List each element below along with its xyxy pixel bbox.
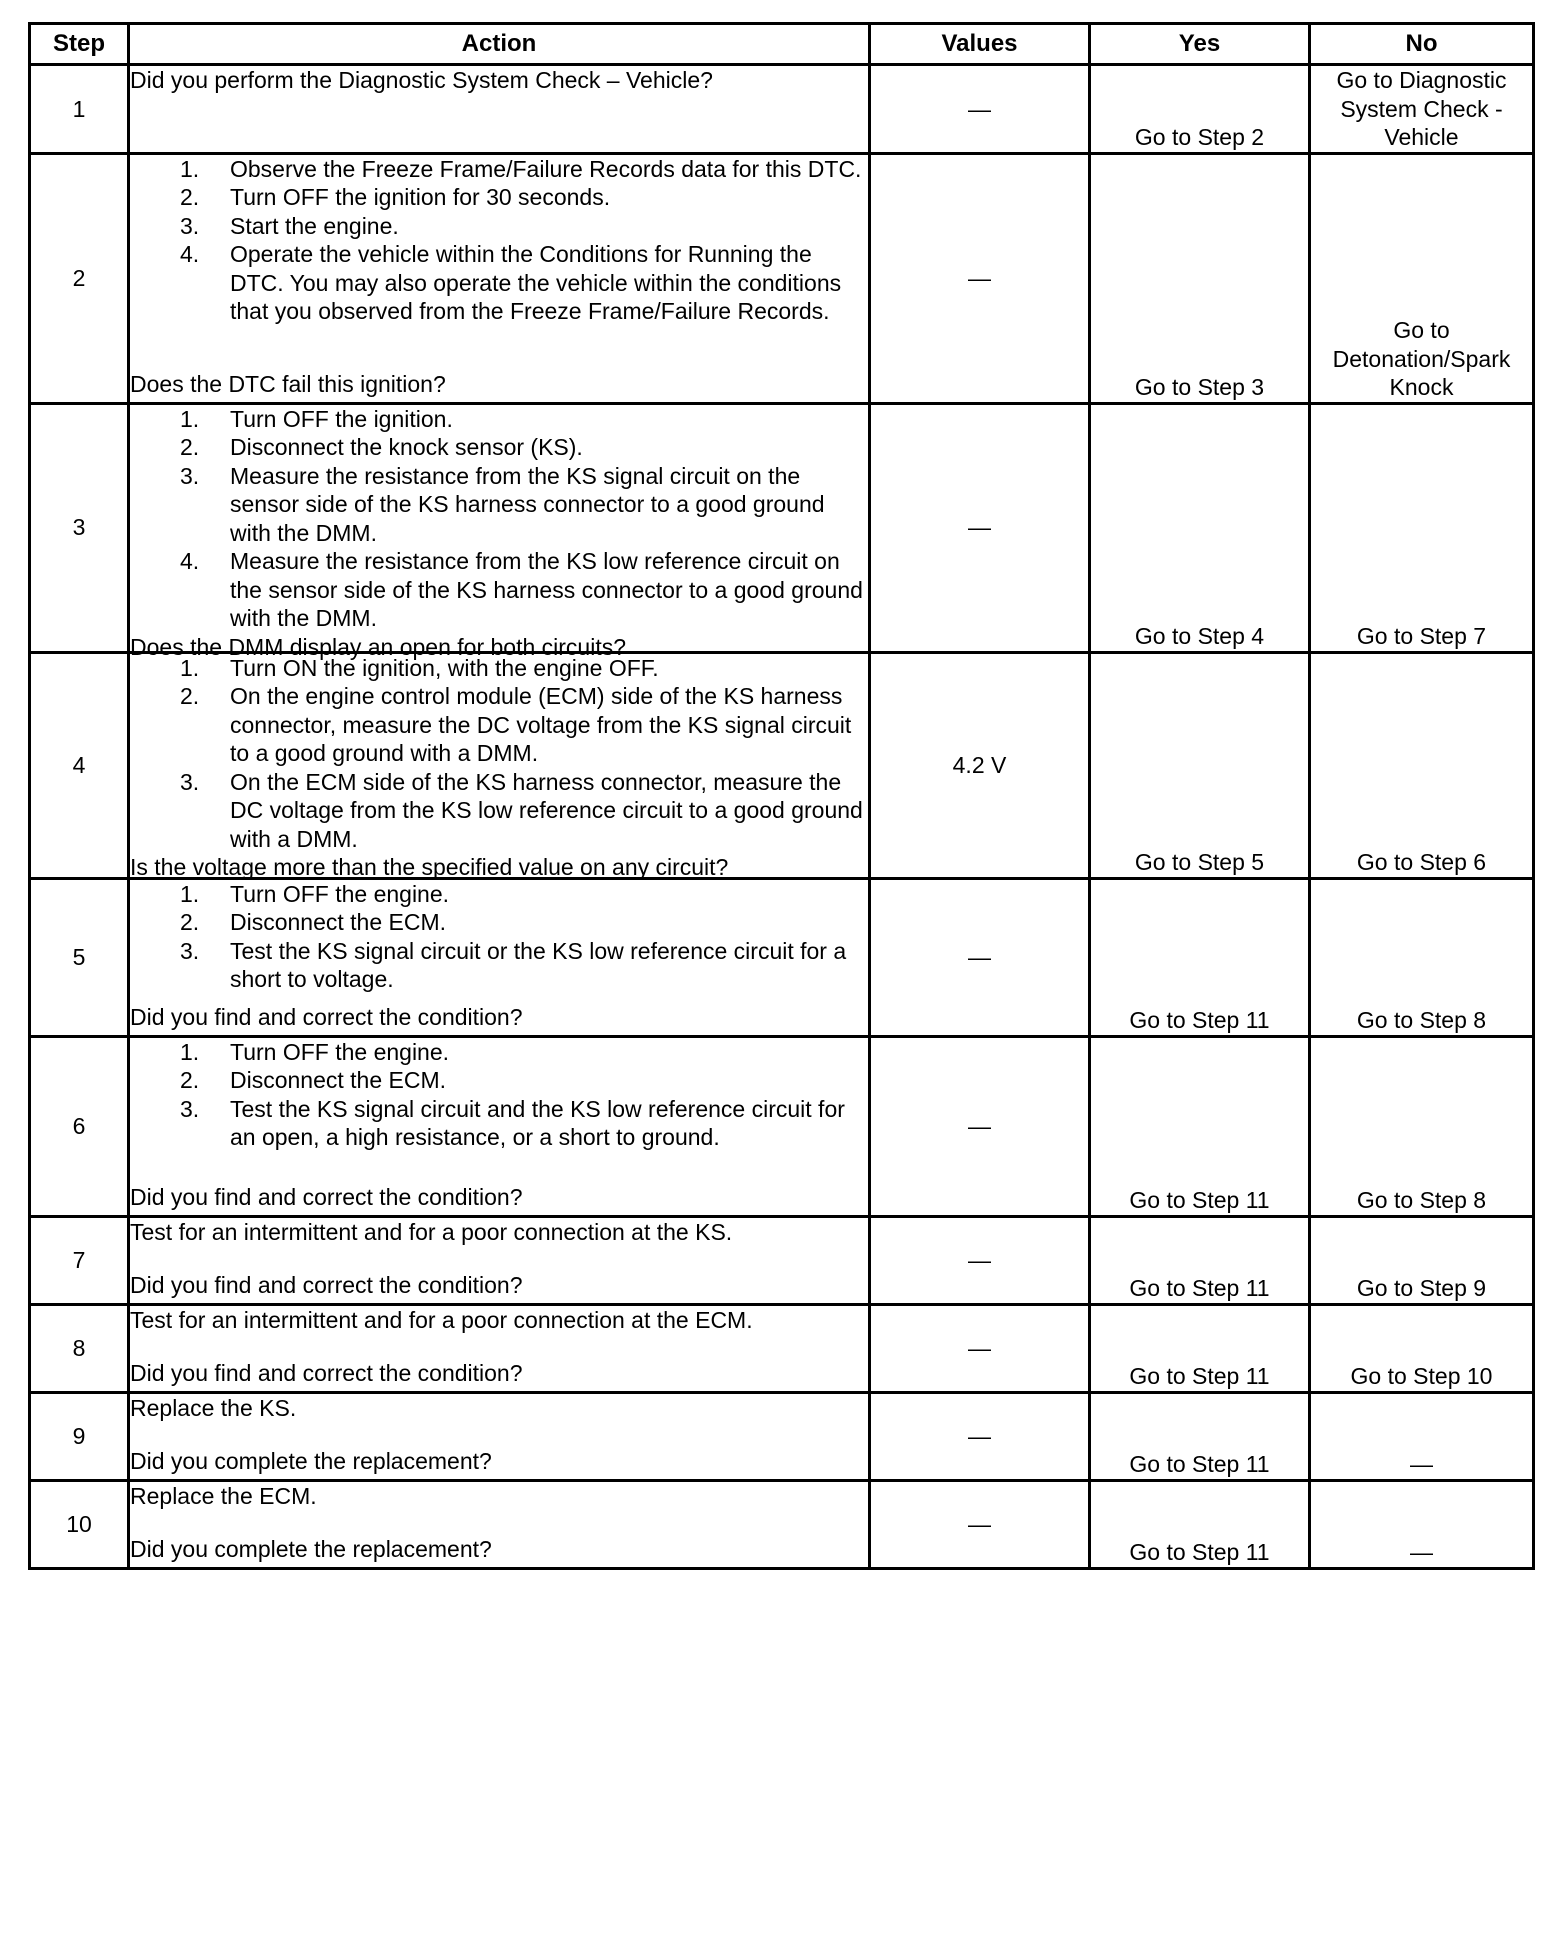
action-cell — [129, 1304, 870, 1392]
action-content — [130, 1306, 868, 1388]
table-row — [30, 65, 1534, 154]
table-row — [30, 1304, 1534, 1392]
value-cell: — — [870, 403, 1090, 652]
action-content — [130, 1394, 868, 1476]
action-question: Did you find and correct the condition? — [130, 1272, 523, 1298]
instruction-text: Observe the Freeze Frame/Failure Records data for this DTC. — [230, 155, 862, 182]
action-instructions — [130, 1306, 868, 1335]
instruction-text: Turn OFF the engine. — [230, 880, 450, 907]
no-cell: Go to Step 9 — [1310, 1216, 1534, 1304]
no-cell: — — [1310, 1480, 1534, 1568]
yes-cell: Go to Step 2 — [1090, 65, 1310, 154]
instruction-item — [180, 682, 868, 768]
instruction-item — [180, 433, 868, 462]
value-cell: — — [870, 153, 1090, 403]
instruction-text: Test the KS signal circuit and the KS low reference circuit for an open, a high resistance, or a short to ground. — [230, 1095, 845, 1150]
table-row — [30, 652, 1534, 878]
instruction-number: 3. — [180, 937, 200, 964]
yes-cell: Go to Step 3 — [1090, 153, 1310, 403]
action-instructions — [130, 155, 868, 326]
action-instructions — [130, 1038, 868, 1152]
yes-cell: Go to Step 4 — [1090, 403, 1310, 652]
instruction-text: Disconnect the ECM. — [230, 909, 447, 935]
header-values: Values — [870, 24, 1090, 65]
header-yes: Yes — [1090, 24, 1310, 65]
step-number: 8 — [30, 1304, 129, 1392]
instruction-item — [180, 212, 868, 241]
action-cell — [129, 1216, 870, 1304]
value-cell: — — [870, 1392, 1090, 1480]
instruction-item — [180, 462, 868, 548]
instruction-number: 1. — [180, 155, 200, 182]
action-question: Does the DMM display an open for both circuits? — [130, 633, 627, 660]
action-content — [130, 1218, 868, 1300]
yes-cell: Go to Step 11 — [1090, 1216, 1310, 1304]
instruction-text: Operate the vehicle within the Conditions for Running the DTC. You may also operate the vehicle within the conditions that you observed from the Freeze Frame/Failure Records. — [230, 241, 842, 324]
value-cell: — — [870, 1036, 1090, 1216]
instruction-list — [130, 654, 868, 854]
action-question: Is the voltage more than the specified value on any circuit? — [130, 854, 729, 880]
action-intro: Replace the KS. — [130, 1394, 297, 1421]
instruction-text: Measure the resistance from the KS low reference circuit on the sensor side of the KS harness connector to a good ground with the DMM. — [230, 548, 863, 631]
instruction-text: Disconnect the knock sensor (KS). — [230, 434, 583, 460]
action-intro: Test for an intermittent and for a poor connection at the KS. — [130, 1218, 733, 1245]
no-cell: Go to Step 6 — [1310, 652, 1534, 878]
step-number: 4 — [30, 652, 129, 878]
yes-cell: Go to Step 11 — [1090, 878, 1310, 1036]
header-step: Step — [30, 24, 129, 65]
action-instructions — [130, 66, 868, 95]
instruction-item — [180, 240, 868, 326]
action-question: Did you complete the replacement? — [130, 1448, 492, 1474]
yes-cell: Go to Step 11 — [1090, 1392, 1310, 1480]
instruction-number: 2. — [180, 184, 200, 210]
yes-cell: Go to Step 11 — [1090, 1304, 1310, 1392]
instruction-number: 4. — [180, 548, 200, 574]
value-cell: — — [870, 65, 1090, 154]
action-cell — [129, 1480, 870, 1568]
header-no: No — [1310, 24, 1534, 65]
instruction-number: 3. — [180, 462, 200, 489]
instruction-number: 3. — [180, 212, 200, 239]
instruction-item — [180, 405, 868, 434]
value-cell: — — [870, 1304, 1090, 1392]
no-cell: Go to Detonation/Spark Knock — [1310, 153, 1534, 403]
table-row — [30, 1216, 1534, 1304]
value-cell: — — [870, 878, 1090, 1036]
instruction-item — [180, 1038, 868, 1067]
no-cell: Go to Step 7 — [1310, 403, 1534, 652]
step-number: 5 — [30, 878, 129, 1036]
step-number: 10 — [30, 1480, 129, 1568]
action-content — [130, 1482, 868, 1564]
diagnostic-table — [28, 22, 1535, 1570]
action-instructions — [130, 1218, 868, 1247]
action-content — [130, 654, 868, 880]
value-cell: — — [870, 1480, 1090, 1568]
no-cell: Go to Step 8 — [1310, 878, 1534, 1036]
action-question: Did you complete the replacement? — [130, 1536, 492, 1562]
action-intro: Replace the ECM. — [130, 1482, 317, 1509]
action-instructions — [130, 1482, 868, 1511]
action-cell — [129, 1036, 870, 1216]
instruction-item — [180, 155, 868, 184]
instruction-item — [180, 880, 868, 909]
instruction-text: Disconnect the ECM. — [230, 1067, 447, 1093]
action-question: Did you find and correct the condition? — [130, 1360, 523, 1386]
instruction-text: Start the engine. — [230, 212, 399, 239]
instruction-list — [130, 1038, 868, 1152]
instruction-text: Turn OFF the engine. — [230, 1038, 450, 1065]
action-instructions — [130, 1394, 868, 1423]
table-row — [30, 1036, 1534, 1216]
instruction-number: 2. — [180, 1067, 200, 1093]
instruction-item — [180, 1095, 868, 1152]
action-cell — [129, 652, 870, 878]
action-instructions — [130, 880, 868, 994]
instruction-list — [130, 405, 868, 633]
action-intro: Test for an intermittent and for a poor connection at the ECM. — [130, 1306, 753, 1333]
instruction-text: Turn OFF the ignition. — [230, 405, 453, 432]
table-row — [30, 878, 1534, 1036]
instruction-number: 1. — [180, 880, 200, 907]
no-cell: Go to Step 10 — [1310, 1304, 1534, 1392]
step-number: 1 — [30, 65, 129, 154]
action-content — [130, 66, 868, 139]
step-number: 6 — [30, 1036, 129, 1216]
action-cell — [129, 1392, 870, 1480]
instruction-number: 3. — [180, 768, 200, 795]
yes-cell: Go to Step 5 — [1090, 652, 1310, 878]
instruction-text: On the engine control module (ECM) side of the KS harness connector, measure the DC voltage from the KS signal circuit to a good ground with a DMM. — [230, 683, 852, 766]
action-content — [130, 880, 868, 1032]
step-number: 7 — [30, 1216, 129, 1304]
instruction-text: Turn ON the ignition, with the engine OFF. — [230, 654, 659, 681]
step-number: 3 — [30, 403, 129, 652]
no-cell: Go to Diagnostic System Check - Vehicle — [1310, 65, 1534, 154]
instruction-number: 1. — [180, 405, 200, 432]
instruction-item — [180, 654, 868, 683]
no-cell: Go to Step 8 — [1310, 1036, 1534, 1216]
instruction-item — [180, 768, 868, 854]
header-action: Action — [129, 24, 870, 65]
action-cell — [129, 65, 870, 154]
instruction-number: 1. — [180, 1038, 200, 1065]
step-number: 9 — [30, 1392, 129, 1480]
action-question: Did you find and correct the condition? — [130, 1184, 523, 1210]
instruction-text: On the ECM side of the KS harness connector, measure the DC voltage from the KS low reference circuit to a good ground with a DMM. — [230, 768, 863, 852]
action-question: Did you find and correct the condition? — [130, 1004, 523, 1030]
instruction-number: 3. — [180, 1095, 200, 1122]
instruction-number: 2. — [180, 683, 200, 709]
table-row — [30, 1480, 1534, 1568]
table-row — [30, 403, 1534, 652]
value-cell: — — [870, 1216, 1090, 1304]
value-cell: 4.2 V — [870, 652, 1090, 878]
action-content — [130, 155, 868, 399]
instruction-item — [180, 183, 868, 212]
instruction-item — [180, 547, 868, 633]
instruction-number: 4. — [180, 241, 200, 267]
instruction-item — [180, 937, 868, 994]
instruction-list — [130, 880, 868, 994]
action-intro: Did you perform the Diagnostic System Check – Vehicle? — [130, 67, 713, 93]
action-cell — [129, 153, 870, 403]
instruction-item — [180, 908, 868, 937]
action-question: Does the DTC fail this ignition? — [130, 371, 446, 397]
instruction-number: 2. — [180, 434, 200, 460]
action-instructions — [130, 654, 868, 854]
yes-cell: Go to Step 11 — [1090, 1480, 1310, 1568]
header-row — [30, 24, 1534, 65]
action-cell — [129, 403, 870, 660]
instruction-number: 1. — [180, 654, 200, 681]
action-cell — [129, 878, 870, 1036]
action-content — [130, 1038, 868, 1212]
instruction-number: 2. — [180, 909, 200, 935]
action-content — [130, 405, 868, 660]
yes-cell: Go to Step 11 — [1090, 1036, 1310, 1216]
instruction-item — [180, 1066, 868, 1095]
step-number: 2 — [30, 153, 129, 403]
instruction-text: Measure the resistance from the KS signal circuit on the sensor side of the KS harness connector to a good ground with the DMM. — [230, 462, 825, 546]
table-row — [30, 153, 1534, 403]
instruction-text: Turn OFF the ignition for 30 seconds. — [230, 184, 611, 210]
no-cell: — — [1310, 1392, 1534, 1480]
instruction-text: Test the KS signal circuit or the KS low reference circuit for a short to voltage. — [230, 937, 847, 992]
instruction-list — [130, 155, 868, 326]
table-row — [30, 1392, 1534, 1480]
action-instructions — [130, 405, 868, 633]
